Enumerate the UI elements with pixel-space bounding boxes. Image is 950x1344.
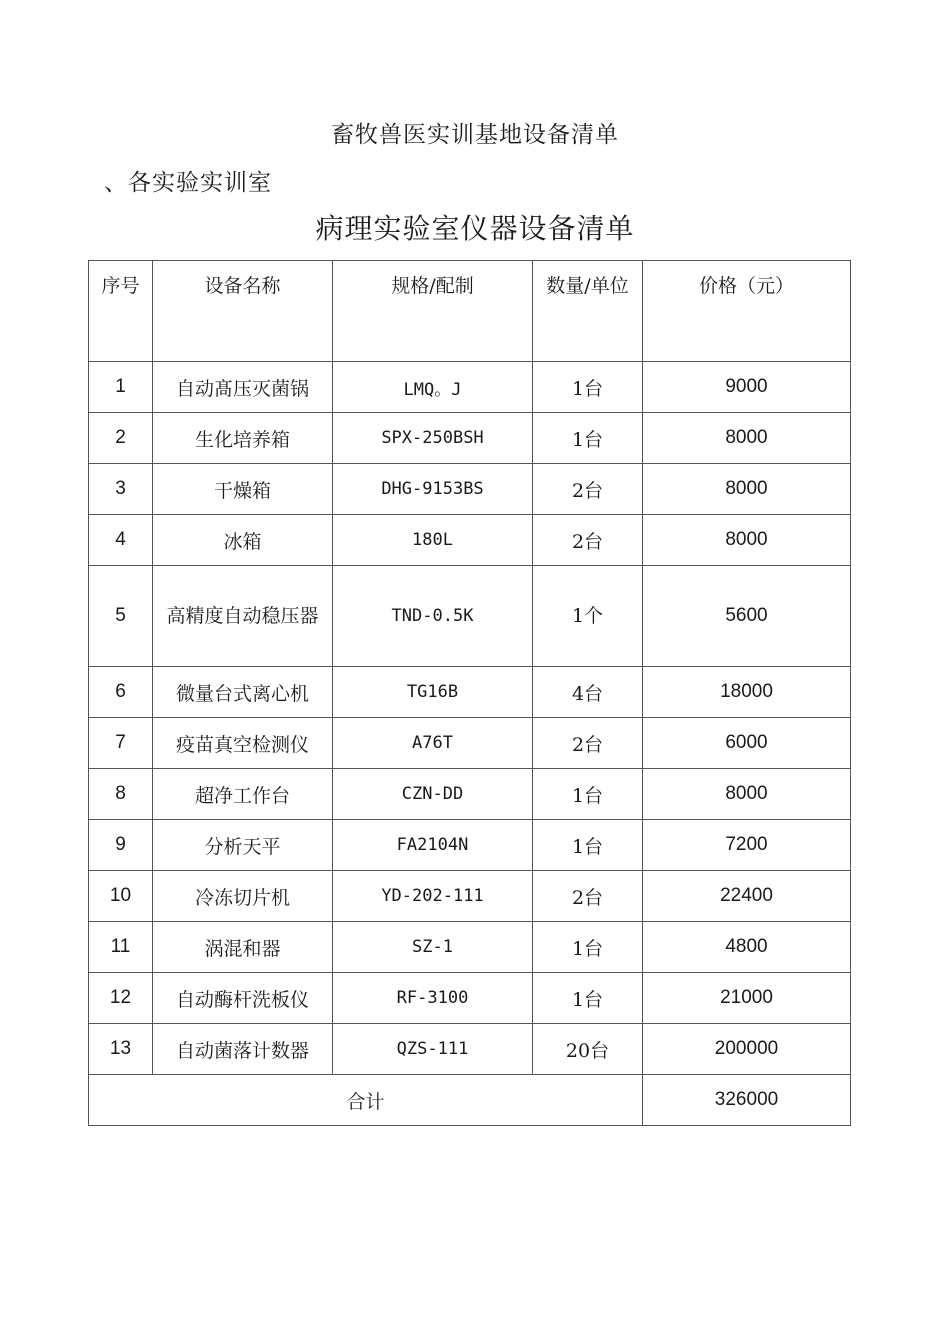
- table-row: [89, 871, 851, 922]
- cell-qty: 1台: [533, 973, 643, 1024]
- header-spec: 规格/配制: [333, 261, 533, 362]
- cell-index: 11: [89, 922, 153, 973]
- cell-qty: 2台: [533, 464, 643, 515]
- cell-index: 1: [89, 362, 153, 413]
- cell-spec: RF-3100: [333, 973, 533, 1024]
- cell-name: 干燥箱: [153, 464, 333, 515]
- total-price: 326000: [643, 1075, 851, 1126]
- cell-price: 8000: [643, 769, 851, 820]
- cell-price: 7200: [643, 820, 851, 871]
- cell-spec: TG16B: [333, 667, 533, 718]
- table-row: [89, 667, 851, 718]
- cell-name: 高精度自动稳压器: [153, 566, 333, 667]
- cell-qty: 1台: [533, 820, 643, 871]
- cell-name: 超净工作台: [153, 769, 333, 820]
- cell-price: 6000: [643, 718, 851, 769]
- table-row: [89, 820, 851, 871]
- cell-name: 自动酶杆洗板仪: [153, 973, 333, 1024]
- cell-price: 5600: [643, 566, 851, 667]
- cell-name: 自动髙压灭菌锅: [153, 362, 333, 413]
- table-row: [89, 464, 851, 515]
- cell-qty: 1台: [533, 769, 643, 820]
- cell-spec: FA2104N: [333, 820, 533, 871]
- table-title: 病理实验室仪器设备清单: [315, 212, 635, 245]
- header-price: 价格（元）: [643, 261, 851, 362]
- cell-name: 自动菌落计数器: [153, 1024, 333, 1075]
- cell-qty: 1台: [533, 362, 643, 413]
- cell-spec: LMQ。J: [333, 362, 533, 413]
- table-row: [89, 515, 851, 566]
- cell-index: 2: [89, 413, 153, 464]
- cell-index: 13: [89, 1024, 153, 1075]
- cell-price: 200000: [643, 1024, 851, 1075]
- table-row: [89, 922, 851, 973]
- table-body: [89, 362, 851, 1075]
- cell-qty: 20台: [533, 1024, 643, 1075]
- cell-qty: 2台: [533, 515, 643, 566]
- cell-qty: 1台: [533, 922, 643, 973]
- cell-index: 3: [89, 464, 153, 515]
- cell-price: 8000: [643, 464, 851, 515]
- cell-index: 5: [89, 566, 153, 667]
- table-row: [89, 769, 851, 820]
- cell-qty: 2台: [533, 871, 643, 922]
- cell-name: 分析天平: [153, 820, 333, 871]
- cell-name: 微量台式离心机: [153, 667, 333, 718]
- cell-price: 21000: [643, 973, 851, 1024]
- total-row: [89, 1075, 851, 1126]
- header-qty: 数量/单位: [533, 261, 643, 362]
- total-label: 合计: [89, 1075, 643, 1126]
- cell-index: 4: [89, 515, 153, 566]
- cell-spec: A76T: [333, 718, 533, 769]
- cell-index: 7: [89, 718, 153, 769]
- cell-spec: YD-202-111: [333, 871, 533, 922]
- table-row: [89, 362, 851, 413]
- header-index: 序号: [89, 261, 153, 362]
- cell-price: 18000: [643, 667, 851, 718]
- cell-spec: QZS-111: [333, 1024, 533, 1075]
- cell-index: 12: [89, 973, 153, 1024]
- cell-name: 冰箱: [153, 515, 333, 566]
- cell-qty: 2台: [533, 718, 643, 769]
- cell-price: 9000: [643, 362, 851, 413]
- table-row: [89, 413, 851, 464]
- cell-index: 10: [89, 871, 153, 922]
- table-row: [89, 973, 851, 1024]
- cell-qty: 4台: [533, 667, 643, 718]
- header-name: 设备名称: [153, 261, 333, 362]
- cell-qty: 1个: [533, 566, 643, 667]
- cell-name: 生化培养箱: [153, 413, 333, 464]
- cell-name: 疫苗真空检测仪: [153, 718, 333, 769]
- cell-spec: TND-0.5K: [333, 566, 533, 667]
- cell-price: 22400: [643, 871, 851, 922]
- cell-index: 9: [89, 820, 153, 871]
- table-row: [89, 566, 851, 667]
- cell-name: 涡混和器: [153, 922, 333, 973]
- table-row: [89, 1024, 851, 1075]
- table-header-row: [89, 261, 851, 362]
- cell-price: 4800: [643, 922, 851, 973]
- cell-spec: SPX-250BSH: [333, 413, 533, 464]
- cell-spec: SZ-1: [333, 922, 533, 973]
- cell-spec: DHG-9153BS: [333, 464, 533, 515]
- cell-name: 冷冻切片机: [153, 871, 333, 922]
- cell-spec: 180L: [333, 515, 533, 566]
- cell-index: 6: [89, 667, 153, 718]
- cell-spec: CZN-DD: [333, 769, 533, 820]
- document-title: 畜牧兽医实训基地设备清单: [331, 122, 619, 148]
- cell-price: 8000: [643, 515, 851, 566]
- section-heading: 、各实验实训室: [104, 170, 272, 196]
- equipment-table: [88, 260, 851, 1126]
- table-row: [89, 718, 851, 769]
- cell-price: 8000: [643, 413, 851, 464]
- cell-index: 8: [89, 769, 153, 820]
- cell-qty: 1台: [533, 413, 643, 464]
